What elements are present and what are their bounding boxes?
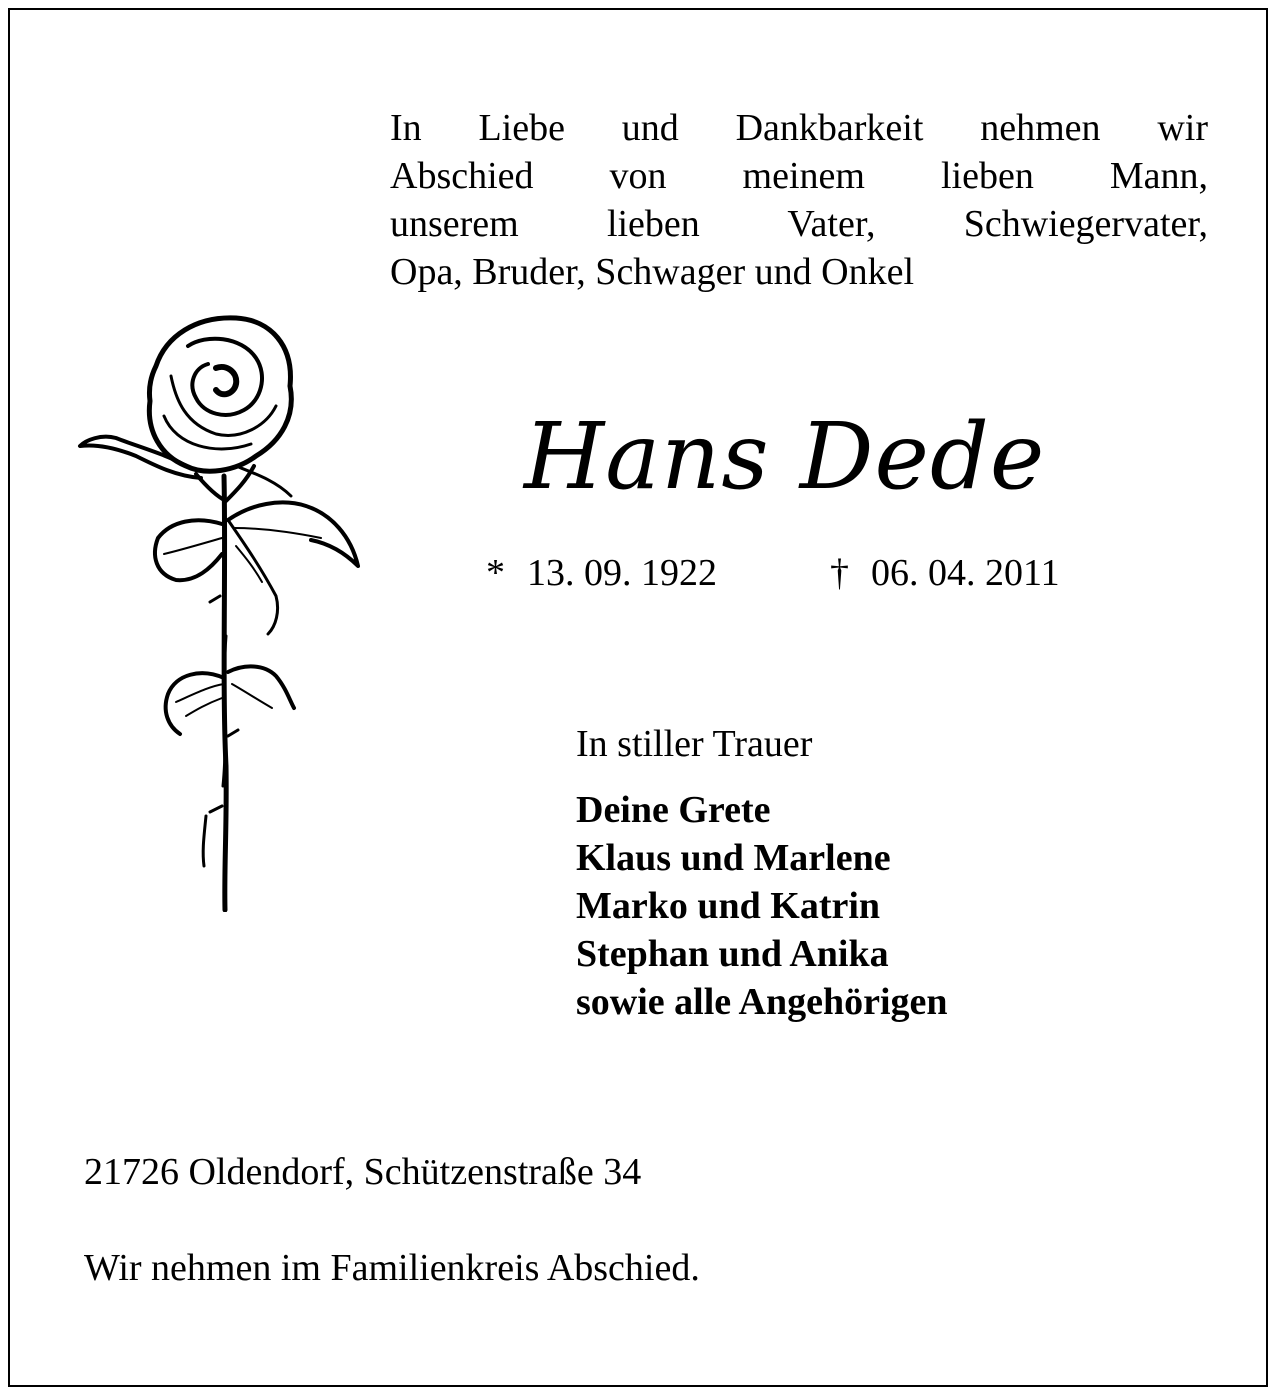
birth-date: 13. 09. 1922	[527, 552, 717, 594]
farewell-note: Wir nehmen im Familienkreis Abschied.	[84, 1247, 700, 1289]
mourners-list	[576, 786, 948, 1026]
deceased-name: Hans Dede	[524, 403, 1046, 510]
mourner-item: Klaus und Marlene	[576, 837, 891, 879]
death-date-line	[830, 550, 1060, 596]
mourner-item: Marko und Katrin	[576, 885, 881, 927]
rose-icon	[76, 306, 366, 912]
intro-line-4: Opa, Bruder, Schwager und Onkel	[390, 251, 915, 293]
birth-star-icon: *	[486, 552, 505, 594]
mourner-item: sowie alle Angehörigen	[576, 981, 948, 1023]
intro-text	[390, 104, 1208, 296]
birth-date-line	[486, 550, 717, 596]
death-date: 06. 04. 2011	[871, 552, 1060, 594]
address: 21726 Oldendorf, Schützenstraße 34	[84, 1151, 642, 1193]
obituary-frame	[8, 8, 1268, 1387]
intro-line-1: In Liebe und Dankbarkeit nehmen wir	[390, 107, 1208, 149]
mourner-item: Stephan und Anika	[576, 933, 889, 975]
death-cross-icon: †	[830, 552, 849, 594]
mourner-item: Deine Grete	[576, 789, 771, 831]
intro-line-2: Abschied von meinem lieben Mann,	[390, 155, 1208, 197]
intro-line-3: unserem lieben Vater, Schwiegervater,	[390, 203, 1208, 245]
mourning-heading: In stiller Trauer	[576, 723, 813, 765]
